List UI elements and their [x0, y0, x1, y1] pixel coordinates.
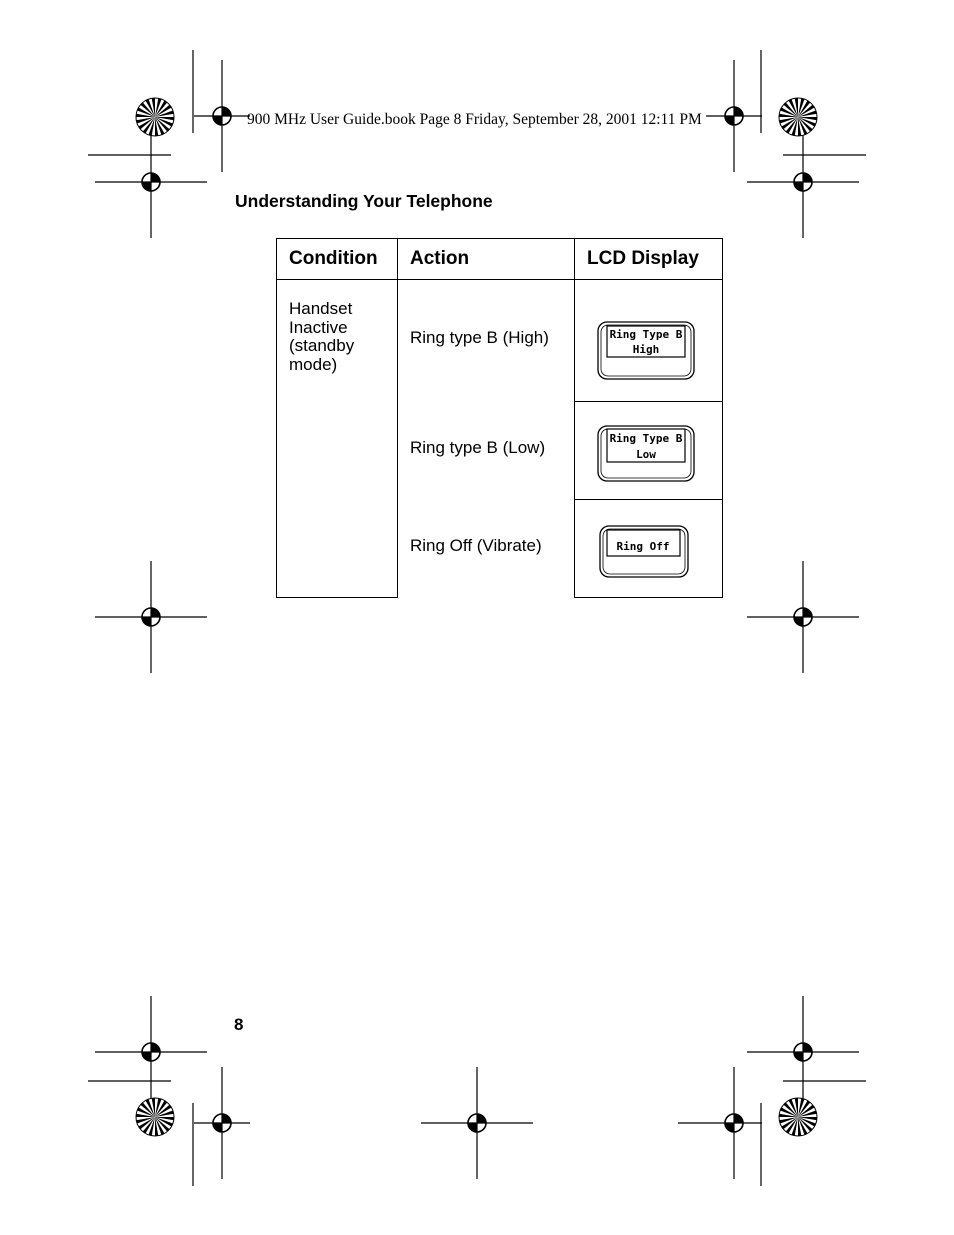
section-title: Understanding Your Telephone [235, 191, 493, 211]
condition-line: mode) [289, 354, 338, 374]
lcd-line-2: High [632, 343, 660, 356]
lcd-line-1: Ring Type B [609, 328, 683, 341]
column-header-condition: Condition [277, 239, 398, 280]
lcd-line-2: Low [636, 448, 656, 461]
crosshair-target-icon [95, 561, 207, 673]
crosshair-target-icon [747, 996, 859, 1108]
crosshair-target-icon [421, 1067, 533, 1179]
crosshair-target-icon [678, 1067, 762, 1179]
crosshair-target-icon [747, 126, 859, 238]
page-number: 8 [234, 1015, 244, 1034]
crosshair-target-icon [95, 126, 207, 238]
starburst-icon [778, 97, 818, 142]
print-header: 900 MHz User Guide.book Page 8 Friday, September 28, 2001 12:11 PM [247, 111, 702, 128]
condition-line: (standby [289, 336, 355, 355]
lcd-line-1: Ring Type B [609, 432, 683, 445]
column-header-action: Action [398, 239, 575, 280]
crosshair-target-icon [95, 996, 207, 1108]
action-ring-low: Ring type B (Low) [410, 438, 546, 457]
crosshair-target-icon [747, 561, 859, 673]
column-header-lcd-display: LCD Display [575, 239, 723, 280]
starburst-icon [135, 97, 175, 142]
action-ring-off: Ring Off (Vibrate) [410, 536, 542, 555]
starburst-icon [778, 1097, 818, 1142]
starburst-icon [135, 1097, 175, 1142]
lcd-line-1: Ring Off [616, 540, 670, 553]
action-ring-high: Ring type B (High) [410, 328, 549, 347]
crosshair-target-icon [194, 1067, 250, 1179]
condition-line: Handset [289, 299, 353, 318]
condition-line: Inactive [289, 317, 348, 337]
